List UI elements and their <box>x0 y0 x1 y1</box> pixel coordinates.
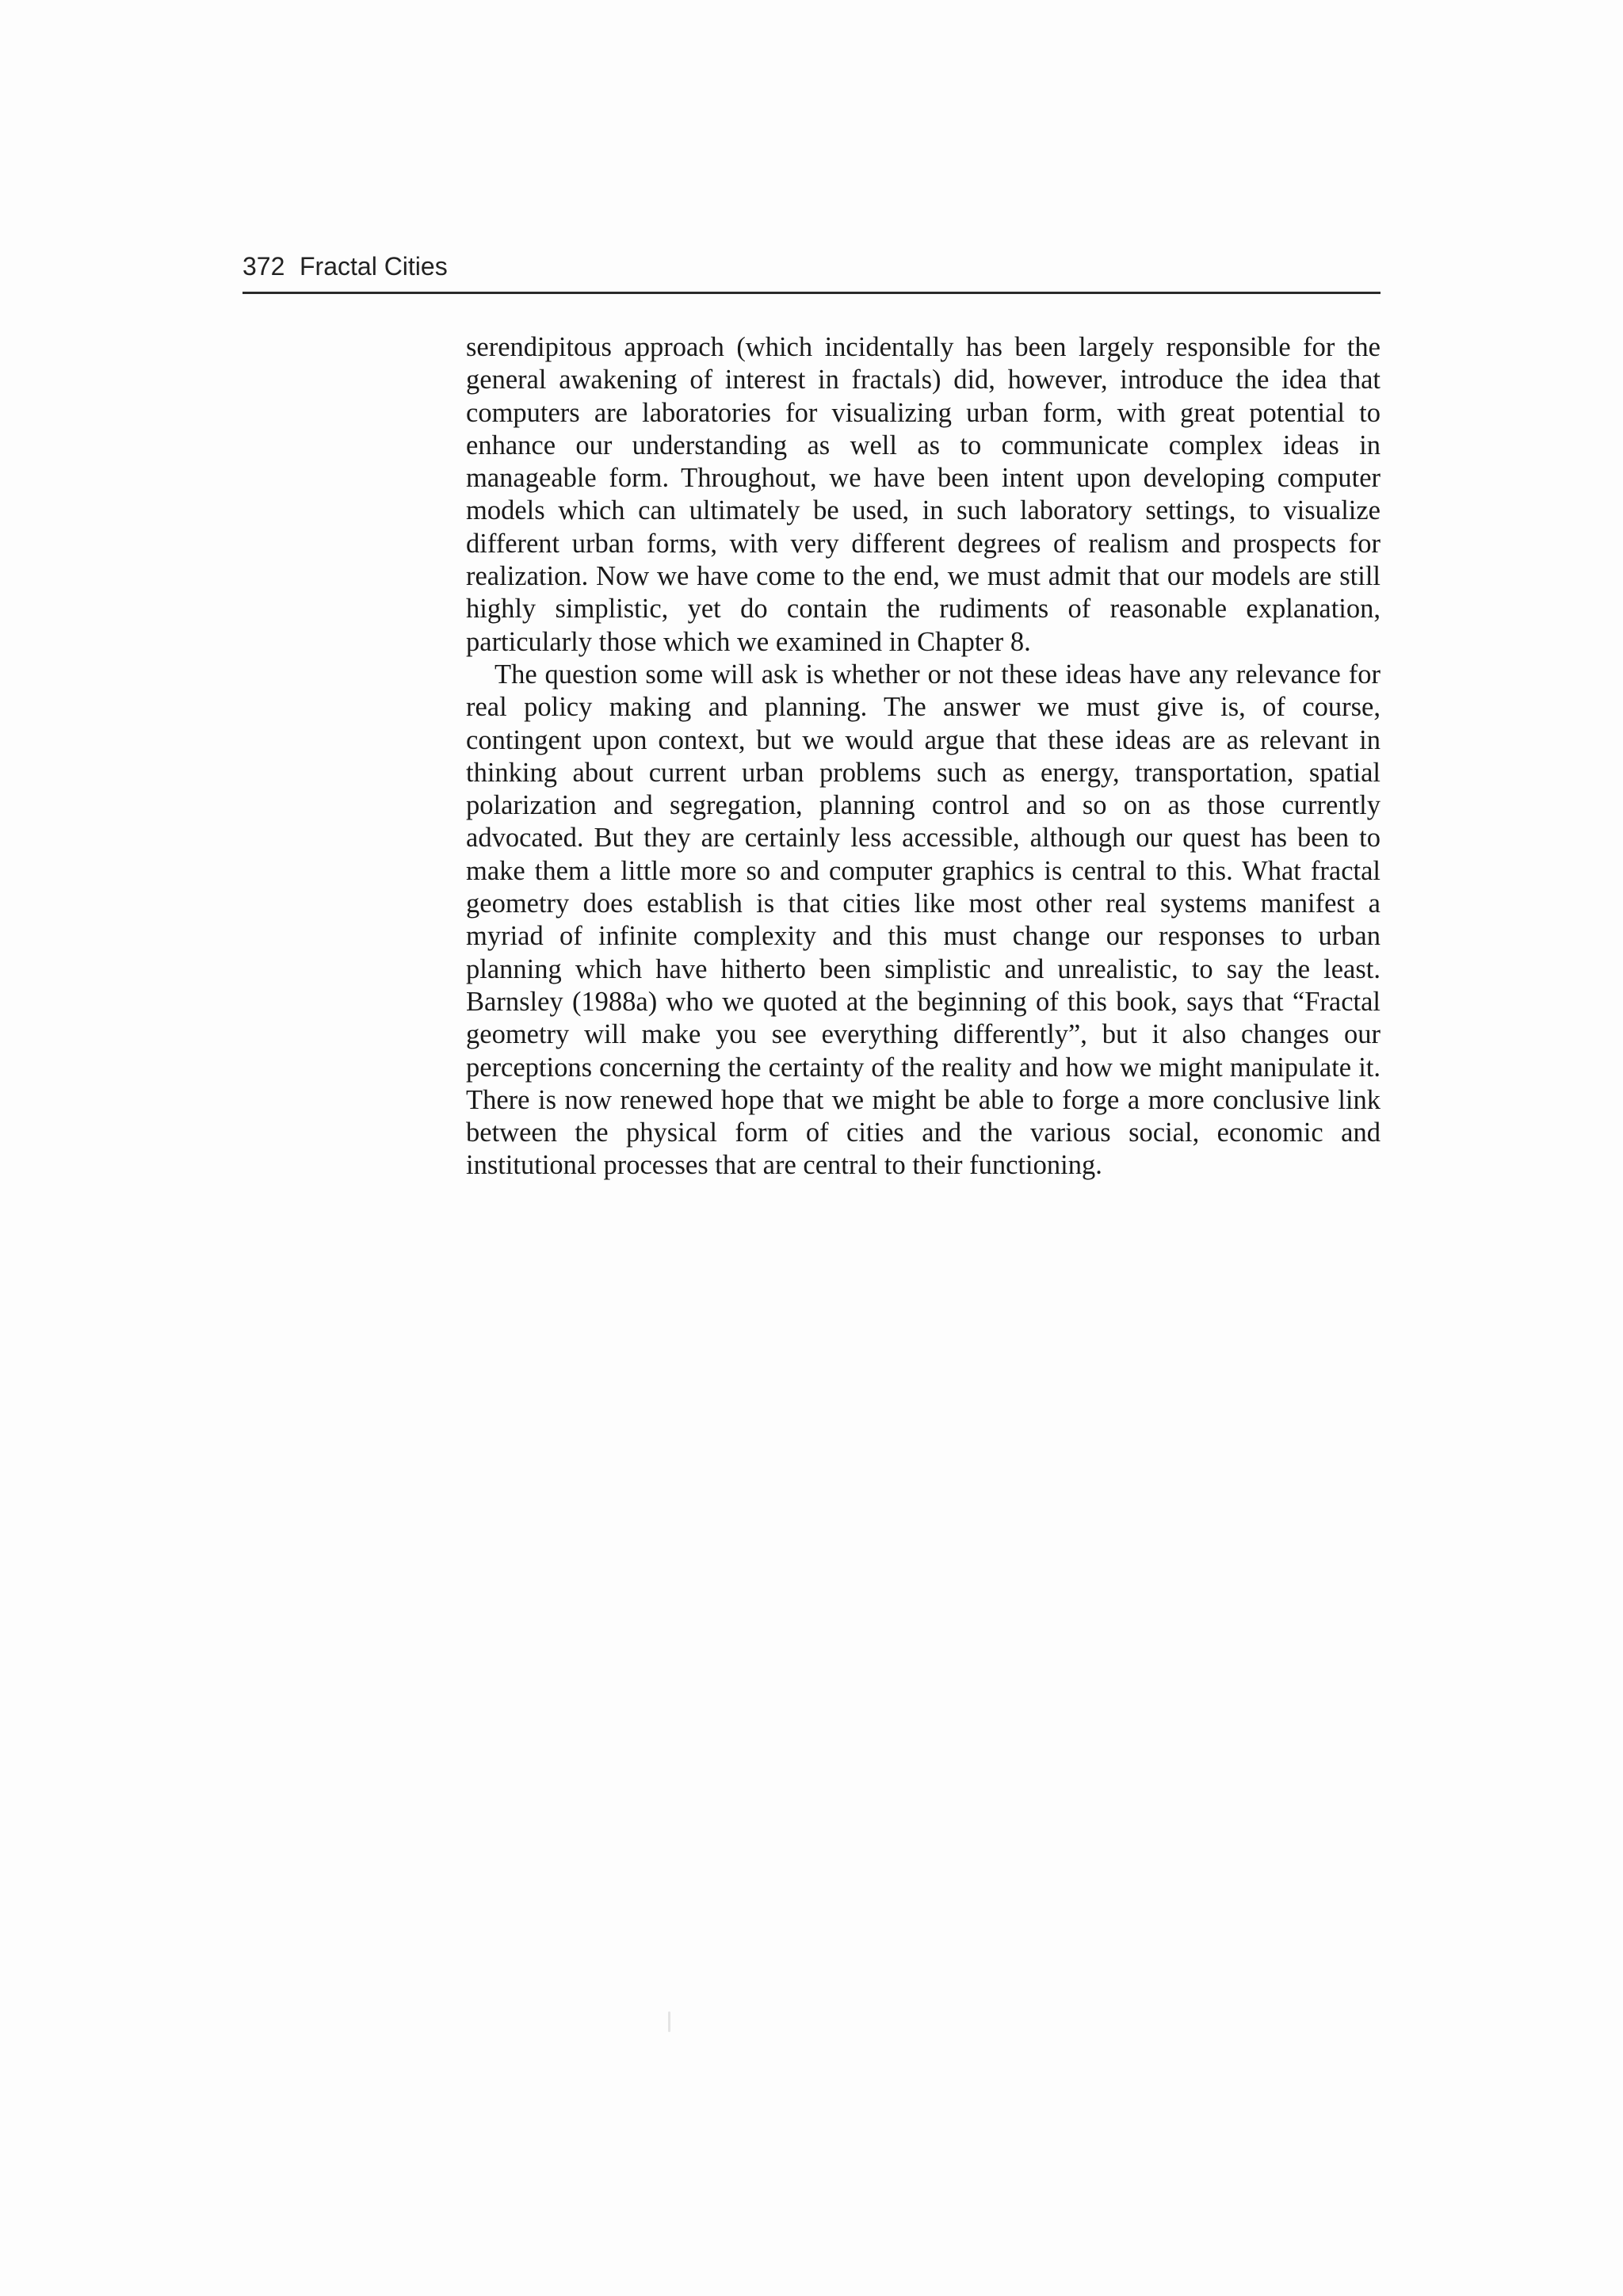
scan-artifact <box>668 2011 670 2032</box>
paragraph-continued: serendipitous approach (which incidentally has been largely responsible for the general awakening of interest in fractals) did, however, introduce the idea that computers are laboratories for visualizing urban form, with great potential to enhance our understanding as well as to communicate complex ideas in manageable form. Throughout, we have been intent upon developing computer models which can ultimately be used, in such laboratory settings, to visualize different urban forms, with very different degrees of realism and prospects for realization. Now we have come to the end, we must admit that our models are still highly simplistic, yet do contain the rudiments of reasonable explanation, particularly those which we examined in Chapter 8. <box>466 332 1381 657</box>
body-text <box>466 331 1381 1182</box>
page-number: 372 <box>242 252 285 281</box>
paragraph: The question some will ask is whether or not these ideas have any relevance for real policy making and planning. The answer we must give is, of course, contingent upon context, but we would argue that these ideas are as relevant in thinking about current urban problems such as energy, transportation, spatial polarization and segregation, planning control and so on as those currently advocated. But they are certainly less accessible, although our quest has been to make them a little more so and computer graphics is central to this. What fractal geometry does establish is that cities like most other real systems manifest a myriad of infinite complexity and this must change our responses to urban planning which have hitherto been simplistic and unrealistic, to say the least. Barnsley (1988a) who we quoted at the beginning of this book, says that “Fractal geometry will make you see everything differently”, but it also changes our perceptions concerning the certainty of the reality and how we might manipulate it. There is now renewed hope that we might be able to forge a more conclusive link between the physical form of cities and the various social, economic and institutional processes that are central to their functioning. <box>466 659 1381 1181</box>
running-title: Fractal Cities <box>300 252 448 281</box>
running-header <box>242 249 1381 294</box>
